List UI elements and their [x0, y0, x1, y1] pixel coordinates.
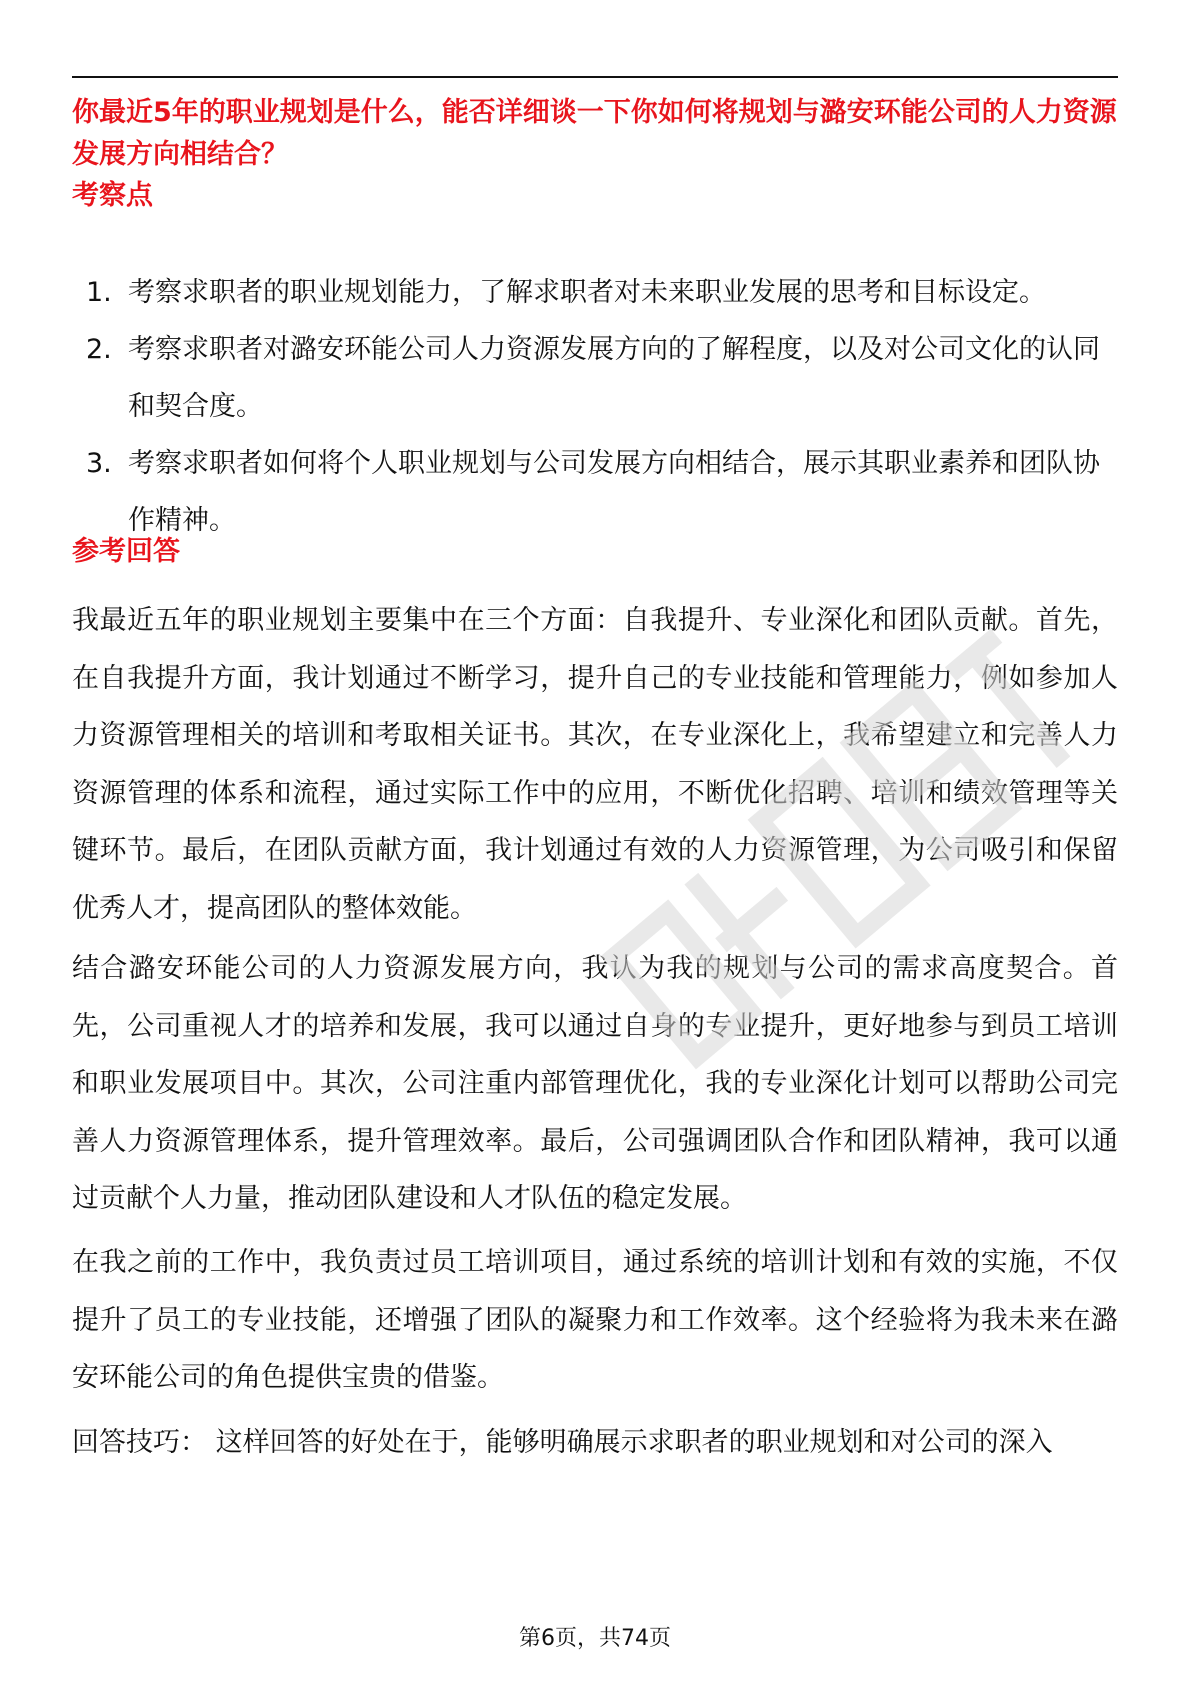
- answer-paragraph-3: 在我之前的工作中，我负责过员工培训项目，通过系统的培训计划和有效的实施，不仅提升了员工的专业技能，还增强了团队的凝聚力和工作效率。这个经验将为我未来在潞安环能公司的角色提供宝贵的借鉴。: [72, 1247, 1118, 1393]
- top-rule: [72, 76, 1118, 78]
- answer-tips-paragraph: 回答技巧： 这样回答的好处在于，能够明确展示求职者的职业规划和对公司的深入: [72, 1427, 1053, 1458]
- page-footer: 第6页，共74页: [519, 1626, 671, 1651]
- list-item: [72, 435, 1118, 549]
- list-item: [72, 264, 1118, 321]
- list-item-number: 2.: [86, 334, 112, 365]
- list-item-number: 1.: [86, 277, 112, 308]
- answer-paragraph-1: 我最近五年的职业规划主要集中在三个方面：自我提升、专业深化和团队贡献。首先，在自我提升方面，我计划通过不断学习，提升自己的专业技能和管理能力，例如参加人力资源管理相关的培训和考取相关证书。其次，在专业深化上，我希望建立和完善人力资源管理的体系和流程，通过实际工作中的应用，不断优化招聘、培训和绩效管理等关键环节。最后，在团队贡献方面，我计划通过有效的人力资源管理，为公司吸引和保留优秀人才，提高团队的整体效能。: [72, 605, 1118, 924]
- list-item-text: 考察求职者对潞安环能公司人力资源发展方向的了解程度，以及对公司文化的认同和契合度。: [128, 334, 1100, 422]
- list-item-number: 3.: [86, 448, 112, 479]
- list-item-text: 考察求职者的职业规划能力，了解求职者对未来职业发展的思考和目标设定。: [128, 277, 1046, 308]
- answer-heading: 参考回答: [72, 536, 180, 567]
- points-heading: 考察点: [72, 180, 153, 211]
- question-title: 你最近5年的职业规划是什么，能否详细谈一下你如何将规划与潞安环能公司的人力资源发展方向相结合？: [72, 97, 1117, 170]
- list-item: [72, 321, 1118, 435]
- points-list: [72, 264, 1118, 549]
- list-item-text: 考察求职者如何将个人职业规划与公司发展方向相结合，展示其职业素养和团队协作精神。: [128, 448, 1100, 536]
- answer-paragraph-2: 结合潞安环能公司的人力资源发展方向，我认为我的规划与公司的需求高度契合。首先，公司重视人才的培养和发展，我可以通过自身的专业提升，更好地参与到员工培训和职业发展项目中。其次，公司注重内部管理优化，我的专业深化计划可以帮助公司完善人力资源管理体系，提升管理效率。最后，公司强调团队合作和团队精神，我可以通过贡献个人力量，推动团队建设和人才队伍的稳定发展。: [72, 953, 1118, 1214]
